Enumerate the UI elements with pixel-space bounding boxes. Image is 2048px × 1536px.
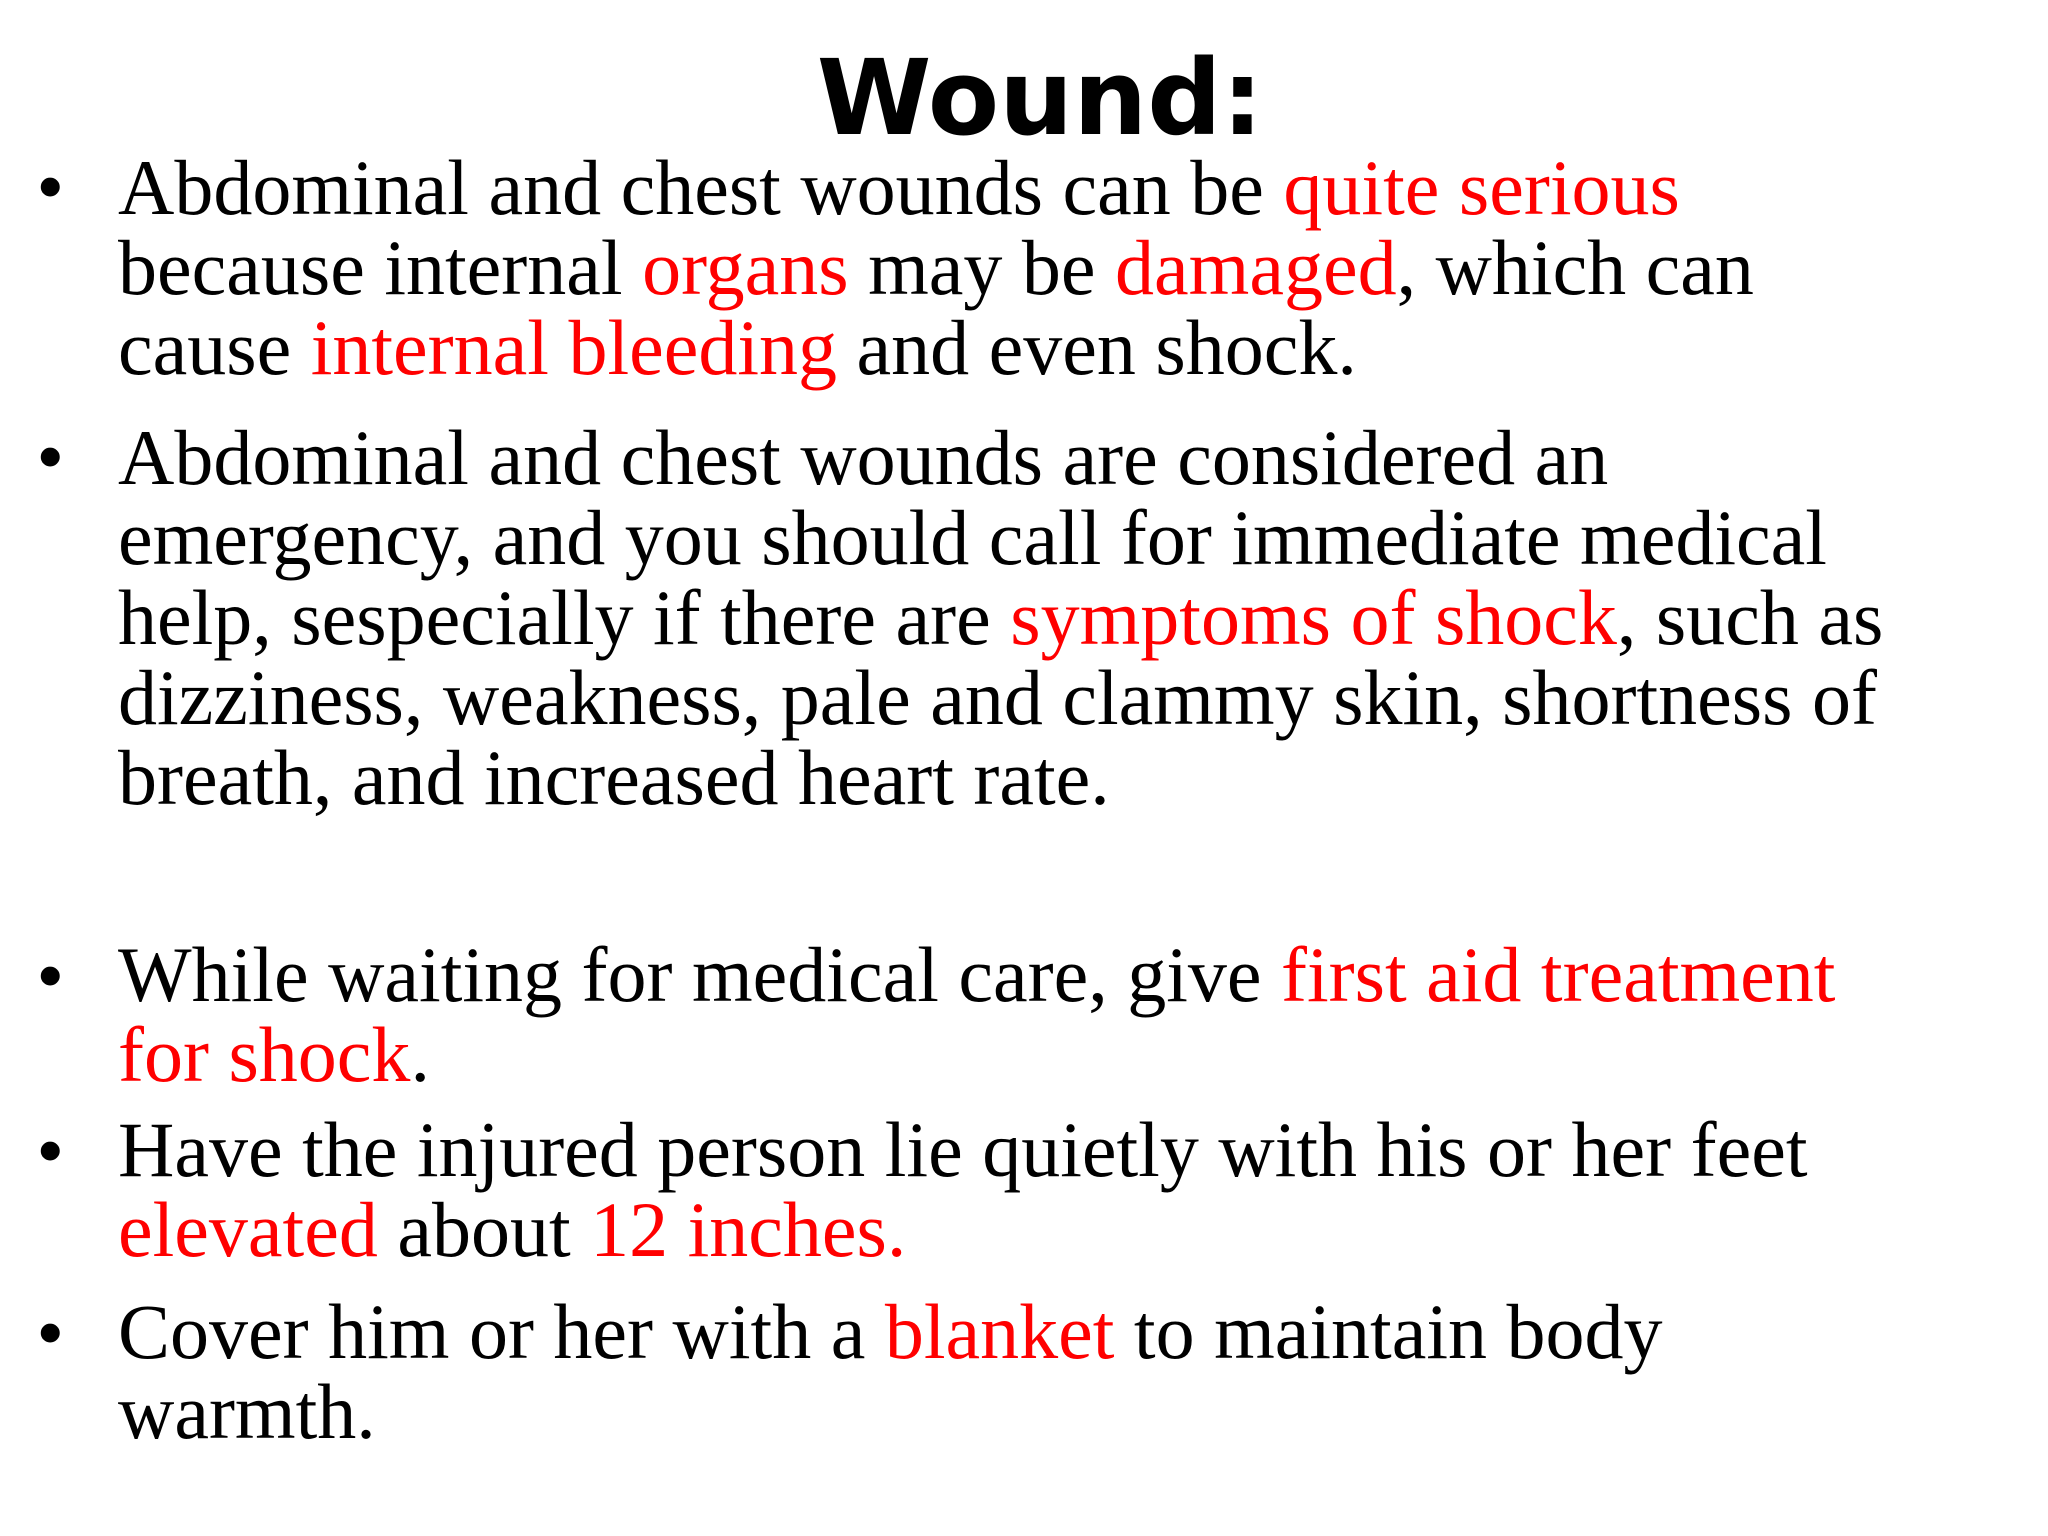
bullet-marker: • xyxy=(38,1111,63,1189)
body-text: emergency, and you should call for immediate medical xyxy=(118,494,1827,581)
bullet-line xyxy=(118,931,2018,1018)
bullet-line xyxy=(118,574,2018,661)
bullet-text xyxy=(118,1106,2018,1273)
body-text: breath, and increased heart rate. xyxy=(118,734,1110,821)
bullet-text xyxy=(118,1288,2018,1455)
highlighted-text: symptoms of shock xyxy=(1010,574,1617,661)
bullet-line xyxy=(118,224,2018,311)
highlighted-text: first aid treatment xyxy=(1281,931,1836,1018)
body-text: about xyxy=(377,1186,591,1273)
bullet-text xyxy=(118,931,2018,1098)
highlighted-text: damaged xyxy=(1115,224,1397,311)
highlighted-text: organs xyxy=(642,224,849,311)
body-text: because internal xyxy=(118,224,643,311)
bullet-line xyxy=(118,144,2018,231)
bullet-line xyxy=(118,654,2018,741)
bullet-line xyxy=(118,1106,2018,1193)
body-text: Have the injured person lie quietly with his or her feet xyxy=(118,1106,1808,1193)
body-text: Abdominal and chest wounds are considered an xyxy=(118,414,1609,501)
highlighted-text: quite serious xyxy=(1283,144,1680,231)
bullet-text xyxy=(118,144,2018,391)
body-text: warmth. xyxy=(118,1368,376,1455)
bullet-text xyxy=(118,414,2018,821)
highlighted-text: for shock xyxy=(118,1011,411,1098)
body-text: , such as xyxy=(1616,574,1884,661)
body-text: dizziness, weakness, pale and clammy skin, shortness of xyxy=(118,654,1877,741)
slide-title: Wound: xyxy=(816,37,1264,159)
body-text: to maintain body xyxy=(1114,1288,1663,1375)
bullet-line xyxy=(118,1288,2018,1375)
body-text: . xyxy=(410,1011,430,1098)
highlighted-text: blanket xyxy=(884,1288,1115,1375)
highlighted-text: 12 inches. xyxy=(590,1186,907,1273)
bullet-line xyxy=(118,304,2018,391)
body-text: and even shock. xyxy=(837,304,1357,391)
highlighted-text: internal bleeding xyxy=(310,304,838,391)
bullet-line xyxy=(118,1186,2018,1273)
bullet-line xyxy=(118,1368,2018,1455)
body-text: , which can xyxy=(1396,224,1754,311)
bullet-marker: • xyxy=(38,417,63,495)
bullet-line xyxy=(118,494,2018,581)
bullet-marker: • xyxy=(38,147,63,225)
bullet-line xyxy=(118,414,2018,501)
body-text: cause xyxy=(118,304,311,391)
bullet-line xyxy=(118,1011,2018,1098)
bullet-marker: • xyxy=(38,936,63,1014)
bullet-marker: • xyxy=(38,1293,63,1371)
body-text: Cover him or her with a xyxy=(118,1288,885,1375)
body-text: help, sespecially if there are xyxy=(118,574,1011,661)
highlighted-text: elevated xyxy=(118,1186,378,1273)
body-text: While waiting for medical care, give xyxy=(118,931,1281,1018)
body-text: Abdominal and chest wounds can be xyxy=(118,144,1284,231)
body-text: may be xyxy=(848,224,1116,311)
bullet-line xyxy=(118,734,2018,821)
